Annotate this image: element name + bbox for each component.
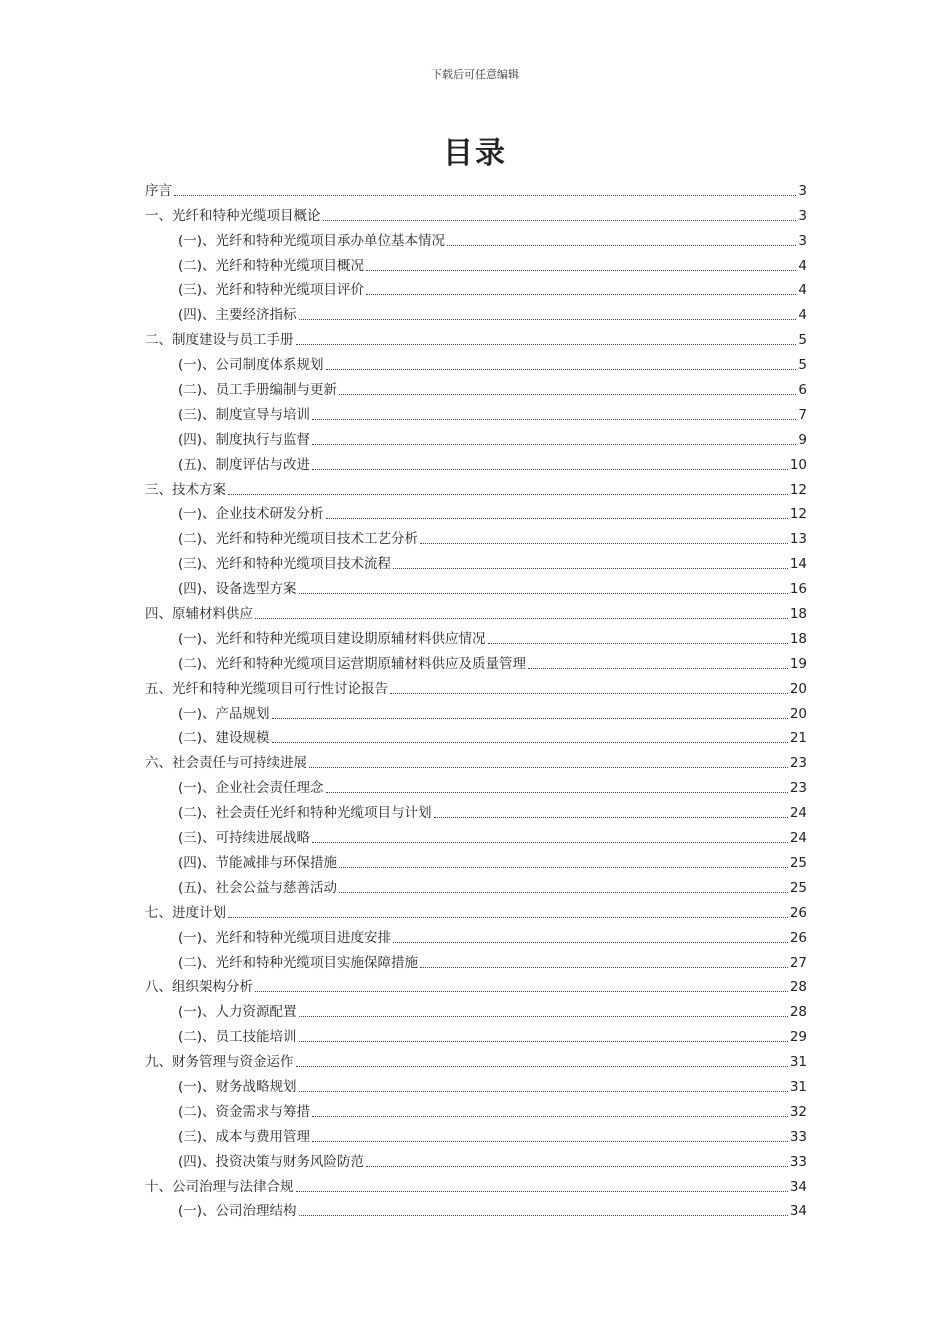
toc-entry-page-number: 32 [789, 1103, 807, 1120]
toc-entry-page-number: 10 [789, 456, 807, 473]
toc-dot-leader [299, 1041, 788, 1042]
toc-entry-label: (四)、节能减排与环保措施 [178, 854, 338, 871]
toc-entry-label: (一)、人力资源配置 [178, 1004, 297, 1021]
toc-entry-page-number: 34 [789, 1178, 807, 1195]
toc-entry-page-number: 13 [789, 531, 807, 548]
toc-entry-label: 七、进度计划 [145, 904, 226, 921]
toc-entry-label: (二)、光纤和特种光缆项目技术工艺分析 [178, 531, 419, 548]
toc-entry-label: (三)、可持续进展战略 [178, 830, 311, 847]
toc-dot-leader [326, 369, 797, 370]
toc-dot-leader [339, 867, 788, 868]
toc-entry-label: (四)、投资决策与财务风险防范 [178, 1153, 365, 1170]
toc-entry-label: (一)、财务战略规划 [178, 1078, 297, 1095]
toc-entry-page-number: 29 [789, 1029, 807, 1046]
toc-dot-leader [312, 444, 796, 445]
toc-entry-page-number: 14 [789, 556, 807, 573]
toc-entry-label: (三)、光纤和特种光缆项目技术流程 [178, 556, 392, 573]
toc-dot-leader [393, 568, 788, 569]
toc-entry-label: (一)、产品规划 [178, 705, 270, 722]
toc-entry-page-number: 27 [789, 954, 807, 971]
toc-entry[interactable] [145, 424, 807, 449]
toc-entry-page-number: 26 [789, 904, 807, 921]
toc-dot-leader [366, 270, 796, 271]
toc-entry-page-number: 25 [789, 879, 807, 896]
toc-entry-label: 六、社会责任与可持续进展 [145, 755, 307, 772]
toc-entry[interactable] [145, 225, 807, 250]
toc-entry[interactable] [145, 1121, 807, 1146]
toc-dot-leader [447, 245, 796, 246]
toc-entry-label: (三)、成本与费用管理 [178, 1128, 311, 1145]
table-of-contents [145, 175, 807, 1220]
toc-entry-label: (一)、企业技术研发分析 [178, 506, 324, 523]
toc-entry-page-number: 28 [789, 1004, 807, 1021]
toc-entry-page-number: 4 [798, 307, 807, 324]
toc-entry-label: 序言 [145, 182, 172, 199]
toc-entry-label: (二)、员工技能培训 [178, 1029, 297, 1046]
toc-entry[interactable] [145, 623, 807, 648]
toc-entry-label: (四)、设备选型方案 [178, 581, 297, 598]
toc-dot-leader [296, 1066, 788, 1067]
toc-entry[interactable] [145, 374, 807, 399]
toc-entry[interactable] [145, 1096, 807, 1121]
toc-entry[interactable] [145, 349, 807, 374]
toc-dot-leader [299, 319, 797, 320]
toc-entry[interactable] [145, 772, 807, 797]
toc-dot-leader [528, 668, 788, 669]
toc-entry[interactable] [145, 474, 807, 499]
toc-dot-leader [312, 469, 788, 470]
toc-dot-leader [339, 892, 788, 893]
toc-dot-leader [296, 1191, 788, 1192]
toc-entry-page-number: 23 [789, 755, 807, 772]
toc-entry[interactable] [145, 573, 807, 598]
toc-entry[interactable] [145, 598, 807, 623]
toc-dot-leader [312, 419, 796, 420]
toc-dot-leader [296, 344, 797, 345]
toc-entry-label: (四)、制度执行与监督 [178, 431, 311, 448]
toc-entry-page-number: 19 [789, 655, 807, 672]
toc-entry-page-number: 9 [798, 431, 807, 448]
toc-entry-label: (二)、光纤和特种光缆项目运营期原辅材料供应及质量管理 [178, 655, 527, 672]
toc-dot-leader [299, 1091, 788, 1092]
toc-entry-page-number: 24 [789, 830, 807, 847]
toc-dot-leader [393, 942, 788, 943]
toc-dot-leader [366, 1166, 788, 1167]
toc-entry-page-number: 4 [798, 282, 807, 299]
toc-entry-label: (二)、社会责任光纤和特种光缆项目与计划 [178, 805, 432, 822]
toc-entry[interactable] [145, 648, 807, 673]
toc-entry-page-number: 16 [789, 581, 807, 598]
toc-entry-page-number: 34 [789, 1203, 807, 1220]
page-header: 下载后可任意编辑 [431, 68, 519, 81]
toc-entry[interactable] [145, 723, 807, 748]
toc-entry-page-number: 7 [798, 406, 807, 423]
toc-dot-leader [309, 767, 788, 768]
toc-entry-label: (二)、光纤和特种光缆项目实施保障措施 [178, 954, 419, 971]
toc-entry[interactable] [145, 797, 807, 822]
toc-entry-page-number: 3 [798, 207, 807, 224]
toc-dot-leader [326, 792, 788, 793]
toc-entry-page-number: 33 [789, 1128, 807, 1145]
toc-entry[interactable] [145, 996, 807, 1021]
toc-entry-page-number: 4 [798, 257, 807, 274]
toc-dot-leader [174, 195, 796, 196]
toc-dot-leader [299, 1215, 788, 1216]
toc-dot-leader [272, 742, 788, 743]
toc-entry-page-number: 3 [798, 232, 807, 249]
toc-entry-page-number: 18 [789, 630, 807, 647]
toc-entry-label: (一)、企业社会责任理念 [178, 780, 324, 797]
toc-entry-label: 九、财务管理与资金运作 [145, 1054, 294, 1071]
toc-entry-page-number: 28 [789, 979, 807, 996]
toc-entry-page-number: 20 [789, 705, 807, 722]
toc-dot-leader [255, 991, 788, 992]
toc-entry-page-number: 23 [789, 780, 807, 797]
toc-entry-label: (一)、光纤和特种光缆项目进度安排 [178, 929, 392, 946]
toc-dot-leader [255, 618, 788, 619]
toc-dot-leader [228, 917, 788, 918]
toc-entry-label: (二)、资金需求与筹措 [178, 1103, 311, 1120]
toc-dot-leader [228, 494, 788, 495]
toc-dot-leader [299, 593, 788, 594]
toc-entry[interactable] [145, 523, 807, 548]
toc-entry-label: 一、光纤和特种光缆项目概论 [145, 207, 321, 224]
toc-entry-label: (五)、社会公益与慈善活动 [178, 879, 338, 896]
toc-entry[interactable] [145, 324, 807, 349]
toc-entry-page-number: 12 [789, 506, 807, 523]
toc-entry-label: (一)、光纤和特种光缆项目承办单位基本情况 [178, 232, 446, 249]
toc-entry[interactable] [145, 250, 807, 275]
toc-entry-label: (一)、公司治理结构 [178, 1203, 297, 1220]
toc-entry[interactable] [145, 1021, 807, 1046]
toc-entry-label: 二、制度建设与员工手册 [145, 332, 294, 349]
toc-entry[interactable] [145, 548, 807, 573]
toc-entry[interactable] [145, 972, 807, 997]
toc-dot-leader [299, 1016, 788, 1017]
toc-entry-label: (一)、公司制度体系规划 [178, 357, 324, 374]
toc-dot-leader [366, 294, 796, 295]
toc-dot-leader [326, 518, 788, 519]
toc-entry-page-number: 20 [789, 680, 807, 697]
toc-entry-page-number: 18 [789, 606, 807, 623]
toc-entry[interactable] [145, 698, 807, 723]
toc-entry[interactable] [145, 1196, 807, 1221]
toc-entry-label: (三)、光纤和特种光缆项目评价 [178, 282, 365, 299]
toc-dot-leader [390, 693, 788, 694]
toc-entry-label: (二)、员工手册编制与更新 [178, 382, 338, 399]
toc-entry[interactable] [145, 947, 807, 972]
toc-entry-label: 四、原辅材料供应 [145, 606, 253, 623]
toc-entry-page-number: 31 [789, 1078, 807, 1095]
toc-dot-leader [312, 842, 788, 843]
toc-entry-page-number: 5 [798, 357, 807, 374]
toc-entry-label: 三、技术方案 [145, 481, 226, 498]
toc-entry[interactable] [145, 747, 807, 772]
toc-entry[interactable] [145, 275, 807, 300]
toc-dot-leader [312, 1141, 788, 1142]
toc-entry-label: 八、组织架构分析 [145, 979, 253, 996]
toc-entry-page-number: 5 [798, 332, 807, 349]
toc-entry[interactable] [145, 897, 807, 922]
toc-entry[interactable] [145, 922, 807, 947]
toc-entry-page-number: 21 [789, 730, 807, 747]
toc-entry[interactable] [145, 673, 807, 698]
toc-entry-page-number: 26 [789, 929, 807, 946]
toc-entry-label: 五、光纤和特种光缆项目可行性讨论报告 [145, 680, 388, 697]
toc-entry-label: (二)、建设规模 [178, 730, 270, 747]
toc-dot-leader [488, 643, 788, 644]
toc-entry[interactable] [145, 872, 807, 897]
toc-entry[interactable] [145, 175, 807, 200]
toc-entry[interactable] [145, 1071, 807, 1096]
toc-dot-leader [312, 1116, 788, 1117]
toc-dot-leader [339, 394, 796, 395]
toc-entry-page-number: 31 [789, 1054, 807, 1071]
toc-entry-label: (三)、制度宣导与培训 [178, 406, 311, 423]
toc-entry[interactable] [145, 822, 807, 847]
toc-entry[interactable] [145, 1146, 807, 1171]
toc-entry[interactable] [145, 499, 807, 524]
toc-dot-leader [323, 220, 797, 221]
toc-dot-leader [434, 817, 788, 818]
toc-entry[interactable] [145, 847, 807, 872]
toc-dot-leader [420, 967, 788, 968]
toc-entry-page-number: 3 [798, 182, 807, 199]
toc-entry[interactable] [145, 399, 807, 424]
toc-entry[interactable] [145, 200, 807, 225]
toc-entry-label: (四)、主要经济指标 [178, 307, 297, 324]
toc-dot-leader [272, 718, 788, 719]
toc-entry-page-number: 24 [789, 805, 807, 822]
toc-entry[interactable] [145, 1171, 807, 1196]
toc-entry-label: (一)、光纤和特种光缆项目建设期原辅材料供应情况 [178, 630, 486, 647]
toc-entry-page-number: 12 [789, 481, 807, 498]
toc-entry-page-number: 33 [789, 1153, 807, 1170]
toc-entry-label: (五)、制度评估与改进 [178, 456, 311, 473]
toc-entry[interactable] [145, 299, 807, 324]
toc-entry[interactable] [145, 1046, 807, 1071]
page-title: 目录 [443, 136, 507, 171]
toc-entry[interactable] [145, 449, 807, 474]
toc-entry-label: 十、公司治理与法律合规 [145, 1178, 294, 1195]
toc-entry-page-number: 6 [798, 382, 807, 399]
toc-entry-label: (二)、光纤和特种光缆项目概况 [178, 257, 365, 274]
toc-dot-leader [420, 543, 788, 544]
toc-entry-page-number: 25 [789, 854, 807, 871]
